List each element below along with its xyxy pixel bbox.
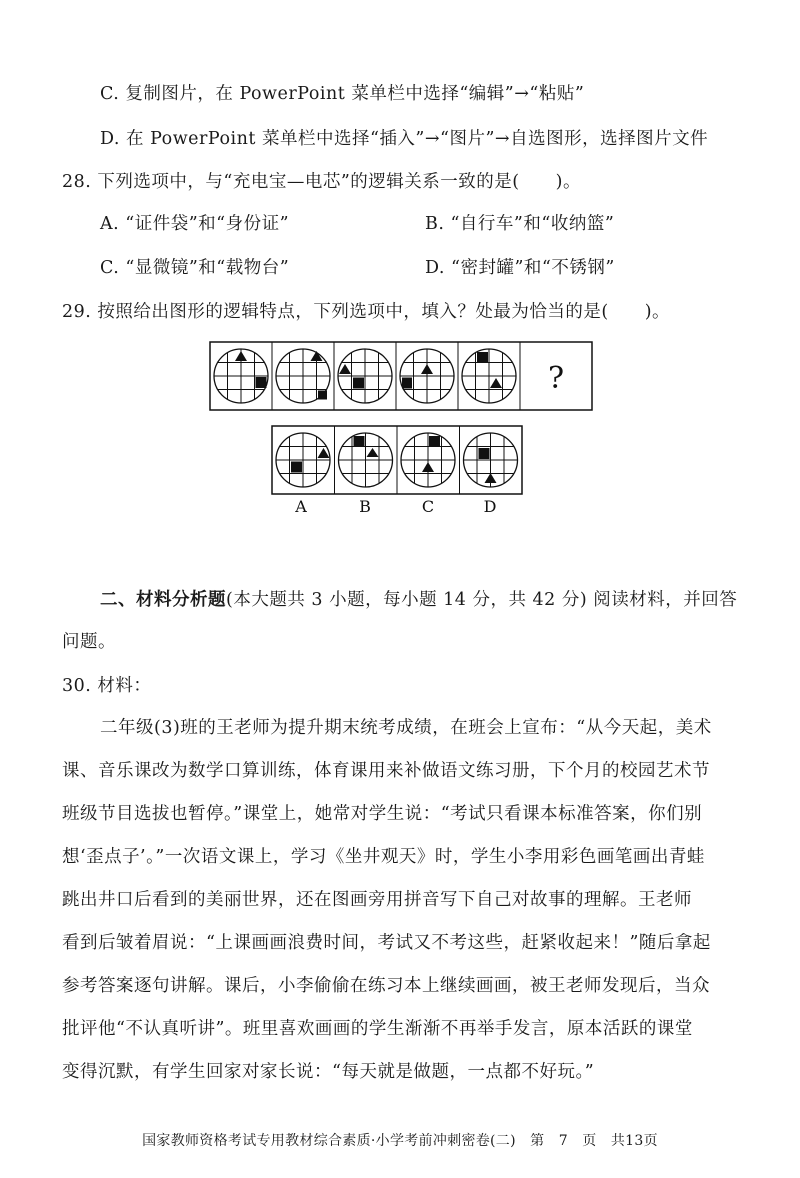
- q30-line-4: 想‘歪点子’。”一次语文课上，学习《坐井观天》时，学生小李用彩色画笔画出青蛙: [62, 847, 705, 867]
- q29-figure: [0, 0, 800, 530]
- q29-cell-1: [214, 349, 268, 403]
- q28-option-b: B. “自行车”和“收纳篮”: [425, 214, 615, 234]
- q30-line-8: 批评他“不认真听讲”。班里喜欢画画的学生渐渐不再举手发言，原本活跃的课堂: [62, 1019, 693, 1039]
- q29-option-a: [276, 433, 330, 487]
- q29-cell-4: [400, 349, 454, 403]
- q30-line-2: 课、音乐课改为数学口算训练，体育课用来补做语文练习册，下个月的校园艺术节: [62, 761, 710, 781]
- q29-label-b: B: [359, 497, 371, 516]
- section2-desc-1: (本大题共 3 小题，每小题 14 分，共 42 分) 阅读材料，并回答: [226, 590, 738, 610]
- q29-option-d: [464, 433, 518, 487]
- q30-line-6: 看到后皱着眉说：“上课画画浪费时间，考试又不考这些，赶紧收起来！”随后拿起: [62, 933, 711, 953]
- q28-option-c: C. “显微镜”和“载物台”: [100, 258, 290, 278]
- q29-cell-3: [338, 349, 392, 403]
- q30-line-5: 跳出井口后看到的美丽世界，还在图画旁用拼音写下自己对故事的理解。王老师: [62, 890, 692, 910]
- q29-stem: 29. 按照给出图形的逻辑特点，下列选项中，填入？处最为恰当的是( )。: [62, 302, 671, 322]
- q30-line-3: 班级节目选拔也暂停。”课堂上，她常对学生说：“考试只看课本标准答案，你们别: [62, 804, 703, 824]
- q30-label: 30. 材料：: [62, 676, 152, 696]
- q29-option-b: [339, 433, 393, 487]
- q29-label-c: C: [421, 497, 435, 516]
- q29-label-a: A: [295, 497, 307, 516]
- q28-option-d: D. “密封罐”和“不锈钢”: [425, 258, 615, 278]
- q29-cell-2: [276, 349, 330, 403]
- section2-desc-2: 问题。: [62, 632, 116, 652]
- section2-heading: [100, 586, 737, 611]
- q30-line-7: 参考答案逐句讲解。课后，小李偷偷在练习本上继续画画，被王老师发现后，当众: [62, 976, 710, 996]
- page-footer: 国家教师资格考试专用教材综合素质·小学考前冲刺密卷(二) 第 7 页 共13页: [142, 1133, 658, 1149]
- q27-option-d: D. 在 PowerPoint 菜单栏中选择“插入”→“图片”→自选图形，选择图片文件: [100, 129, 709, 149]
- q29-cell-5: [462, 349, 516, 403]
- q28-stem: 28. 下列选项中，与“充电宝—电芯”的逻辑关系一致的是( )。: [62, 172, 581, 192]
- q27-option-c: C. 复制图片，在 PowerPoint 菜单栏中选择“编辑”→“粘贴”: [100, 84, 585, 104]
- q30-line-1: 二年级(3)班的王老师为提升期末统考成绩，在班会上宣布：“从今天起，美术: [100, 718, 712, 738]
- section2-title: 二、材料分析题: [100, 590, 226, 610]
- q30-line-9: 变得沉默，有学生回家对家长说：“每天就是做题，一点都不好玩。”: [62, 1062, 595, 1082]
- q29-question-mark: ?: [547, 361, 565, 396]
- q29-option-c: [401, 433, 455, 487]
- q29-label-d: D: [483, 497, 497, 516]
- q28-option-a: A. “证件袋”和“身份证”: [100, 214, 290, 234]
